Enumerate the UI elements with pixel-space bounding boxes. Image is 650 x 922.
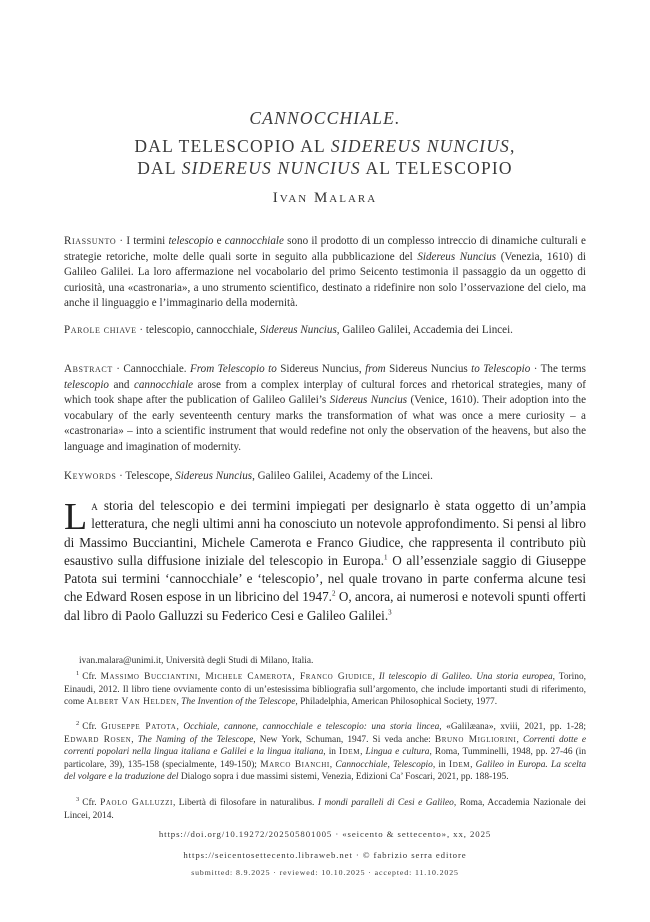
footnote-text: , in	[323, 747, 340, 758]
footnote-text: , Roma, Accademia Nazionale dei Lincei, 2014.	[64, 798, 587, 821]
author-affiliation: ivan.malara@unimi.it, Università degli Studi di Milano, Italia.	[79, 656, 314, 666]
footnote-text: , in	[432, 759, 449, 770]
title-italic-text: SIDEREUS NUNCIUS	[330, 136, 510, 156]
abstract-term: Sidereus Nuncius	[417, 250, 497, 263]
footnote-text: Dialogo sopra i due massimi sistemi, Venezia, Edizioni Ca’ Foscari, 2021, pp. 188-195.	[178, 772, 509, 783]
abstract-text: · The terms	[530, 363, 586, 375]
footnote-text: ,	[516, 734, 523, 745]
title-italic-text: SIDEREUS NUNCIUS	[181, 158, 361, 178]
footnote-title: The Invention of the Telescope	[181, 697, 296, 708]
footer-dates-line: submitted: 8.9.2025 · reviewed: 10.10.2025 · accepted: 11.10.2025	[191, 868, 459, 877]
keywords-label: Parole chiave	[64, 324, 137, 336]
separator: ·	[116, 235, 127, 247]
footnote-author: Edward Rosen	[64, 734, 132, 745]
keywords-text: , Galileo Galilei, Academy of the Lincei.	[252, 470, 433, 482]
footnote-number: 3	[76, 795, 80, 803]
abstract-italian	[64, 234, 586, 312]
body-text: storia del telescopio e dei termini impiegati per designarlo è stata oggetto di un’ampia letteratura, che negli ultimi anni ha conosciuto un notevole approfondimento. Si pensi al libro di Massimo Bucciantini, Michele Camerota e Franco Giudice, che rappresenta il contributo più esaustivo sulla diffusione iniziale del telescopio in Europa.	[64, 498, 586, 568]
footnote-author: Giuseppe Patota	[101, 722, 177, 732]
abstract-text: I termini	[126, 235, 169, 247]
footnote-number: 1	[76, 669, 80, 677]
abstract-term: from	[365, 363, 386, 375]
footnote-title: Lingua e cultura	[365, 747, 430, 758]
footnote-text: , Roma, Tumminelli, 1948, pp. 27-46 (in particolare, 39), 135-158 (specialmente, 149-150);	[64, 747, 587, 770]
footnote-title: Occhiale, cannone, cannocchiale e telescopio: una storia lincea	[183, 722, 440, 732]
title-text: CANNOCCHIALE.	[249, 108, 401, 128]
abstract-term: to Telescopio	[471, 363, 531, 375]
abstract-text: Cannocchiale.	[123, 363, 190, 375]
abstract-term: cannocchiale	[133, 378, 194, 391]
footnote-title: Galileo in Europa. La scelta del volgare e la traduzione del	[64, 759, 587, 783]
footnote-title: The Naming of the Telescope	[137, 734, 254, 745]
footnote-ref[interactable]: 2	[331, 590, 336, 599]
footnote-author: Idem	[448, 759, 471, 770]
footnote-title: Cannocchiale, Telescopio	[335, 759, 433, 770]
footnote-text: ,	[360, 747, 366, 758]
body-paragraph	[64, 497, 586, 625]
footnote-text: , «Galilæana», xviii, 2021, pp. 1-28;	[439, 722, 587, 732]
abstract-term: From Telescopio to	[190, 363, 277, 375]
abstract-text: e	[213, 235, 225, 247]
footnote-author: Massimo Bucciantini, Michele Camerota, Franco Giudice	[100, 672, 373, 682]
footnote-author: Paolo Galluzzi	[100, 798, 173, 808]
keywords-text: , Galileo Galilei, Accademia dei Lincei.	[336, 324, 513, 336]
footnote-title: Correnti dotte e correnti popolari nella lingua italiana e Galilei e la lingua italiana	[64, 734, 587, 758]
body-first-letters: a	[91, 498, 99, 513]
abstract-english	[64, 362, 586, 455]
title-line-2	[60, 135, 590, 157]
footnote-1	[64, 671, 586, 709]
footnote-number: 2	[76, 719, 80, 727]
title-text: DAL	[137, 158, 182, 178]
abstract-text: (Venezia, 1610) di Galileo Galilei. La loro affermazione nel vocabolario del primo Seicento testimonia il passaggio da un oggetto di curiosità, una «castronaria», a uno strumento scientifico, destinato a ridefinire non solo l’osservazione del cielo, ma anche il linguaggio e l’immaginario della modernità.	[64, 250, 587, 309]
footnote-text: Cfr.	[82, 672, 101, 682]
footnote-text: , Libertà di filosofare in naturalibus.	[172, 798, 318, 808]
abstract-label: Abstract	[64, 363, 113, 375]
footnote-ref[interactable]: 1	[384, 553, 388, 562]
separator: ·	[116, 470, 126, 482]
drop-cap: L	[64, 496, 88, 538]
abstract-text: Sidereus Nuncius	[385, 363, 472, 375]
keywords-italian	[64, 323, 586, 339]
footer-doi-line: https://doi.org/10.19272/202505801005 · «seicento & settecento», xx, 2025	[158, 829, 492, 839]
footnote-title: Il telescopio di Galileo. Una storia europea	[378, 672, 553, 682]
abstract-text: (Venice, 1610). Their adoption into the vocabulary of the early seventeenth century marks the transformation of what was once a mere curiosity – a «castronaria» – into a scientific instrument that would redefine not only the observation of the heavens, but also the language and imagination of modernity.	[64, 394, 586, 453]
footnote-text: Cfr.	[82, 798, 101, 808]
title-text: DAL TELESCOPIO AL	[134, 136, 331, 156]
footer-website-line: https://seicentosettecento.libraweb.net · © fabrizio serra editore	[183, 850, 467, 860]
abstract-term: telescopio	[64, 378, 109, 391]
footnote-author: Bruno Migliorini	[434, 734, 517, 745]
footnote-ref[interactable]: 3	[388, 608, 392, 617]
abstract-term: cannocchiale	[224, 235, 284, 247]
abstract-text: and	[108, 378, 134, 391]
title-line-1	[60, 107, 590, 129]
keywords-text: Telescope,	[125, 470, 176, 482]
footnote-text: , Philadelphia, American Philosophical Society, 1977.	[295, 697, 498, 708]
abstract-text: sono il prodotto di un complesso intreccio di dinamiche culturali e strategie retoriche, molte delle quali sorte in seguito alla pubblicazione del	[64, 235, 586, 263]
footnote-text: ,	[176, 697, 182, 708]
keywords-english	[64, 469, 586, 485]
footnote-text: ,	[372, 672, 379, 682]
footnote-author: Idem	[339, 747, 361, 758]
keywords-term: Sidereus Nuncius	[175, 470, 253, 482]
footnote-text: ,	[329, 759, 336, 770]
title-line-3	[60, 157, 590, 179]
footnote-title: I mondi paralleli di Cesi e Galileo	[317, 798, 454, 808]
separator: ·	[136, 324, 146, 336]
abstract-term: telescopio	[168, 235, 214, 247]
footnote-text: ,	[176, 722, 184, 732]
footnote-author: Albert Van Helden	[86, 697, 177, 708]
abstract-text: Sidereus Nuncius,	[276, 363, 366, 375]
abstract-label: Riassunto	[64, 235, 117, 247]
keywords-label: Keywords	[64, 470, 117, 482]
footnote-text: ,	[131, 734, 138, 745]
abstract-term: Sidereus Nuncius	[329, 394, 408, 406]
body-text: O all’essenziale saggio di Giuseppe Patota sui termini ‘cannocchiale’ e ‘telescopio’, nel quale trovano in parte conferma alcune tesi che Edward Rosen espose in un libricino del 1947.	[64, 552, 586, 605]
separator: ·	[112, 363, 124, 375]
footnote-text: ,	[470, 759, 476, 770]
keywords-text: telescopio, cannocchiale,	[145, 324, 260, 336]
footnote-3	[64, 797, 586, 822]
title-text: ,	[510, 136, 516, 156]
footnote-author: Marco Bianchi	[260, 759, 330, 770]
footnote-text: , New York, Schuman, 1947. Si veda anche:	[253, 734, 435, 745]
body-text: O, ancora, ai numerosi e notevoli spunti offerti dal libro di Paolo Galluzzi su Federico Cesi e Galileo Galilei.	[64, 589, 586, 623]
keywords-term: Sidereus Nuncius	[259, 324, 337, 336]
title-text: AL TELESCOPIO	[360, 158, 513, 178]
footnote-text: Cfr.	[82, 722, 102, 732]
footnote-2	[64, 721, 586, 784]
abstract-text: arose from a complex interplay of cultural forces and rhetorical strategies, many of which took shape after the publication of Galileo Galilei’s	[64, 378, 586, 406]
footnote-text: , Torino, Einaudi, 2012. Il libro tiene ovviamente conto di un’estesissima bibliografia sull’argomento, che include importanti studi di riferimento, come	[64, 672, 586, 708]
author-name: Ivan Malara	[272, 190, 378, 206]
